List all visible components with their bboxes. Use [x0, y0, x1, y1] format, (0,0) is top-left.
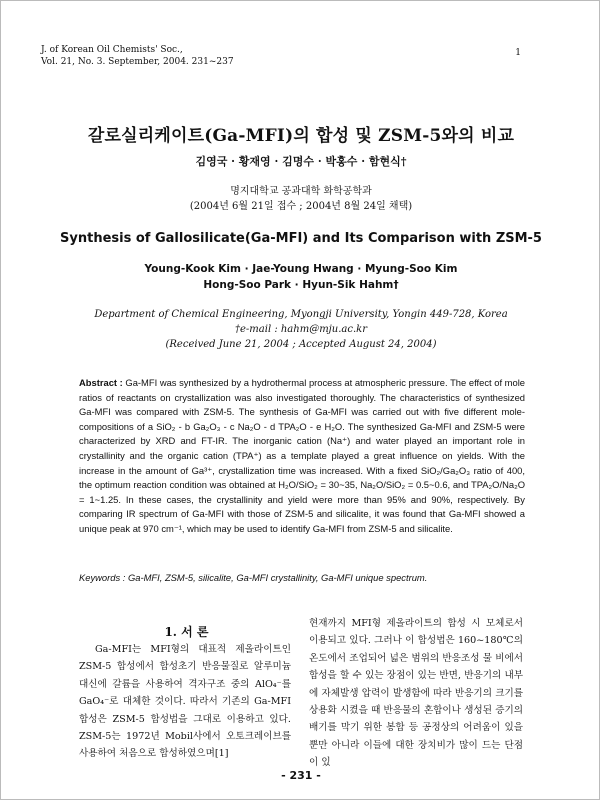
body-column-left	[79, 641, 291, 763]
korean-affiliation-block	[1, 184, 600, 214]
english-title: Synthesis of Gallosilicate(Ga-MFI) and Its Comparison with ZSM-5	[60, 231, 542, 246]
keywords: Keywords : Ga-MFI, ZSM-5, silicalite, Ga-MFI crystallinity, Ga-MFI unique spectrum.	[79, 572, 428, 583]
english-affiliation-block	[1, 307, 600, 352]
journal-name: J. of Korean Oil Chemists' Soc.,	[41, 45, 183, 55]
body-column-right	[309, 615, 523, 772]
korean-title: 갈로실리케이트(Ga-MFI)의 합성 및 ZSM-5와의 비교	[87, 126, 515, 146]
author-email: †e-mail : hahm@mju.ac.kr	[235, 324, 367, 335]
english-authors-line1: Young-Kook Kim · Jae-Young Hwang · Myung-Soo Kim	[144, 263, 458, 275]
korean-dates: (2004년 6월 21일 접수 ; 2004년 8월 24일 채택)	[189, 201, 413, 212]
section-heading: 1. 서 론	[164, 625, 209, 639]
english-authors	[1, 261, 600, 293]
korean-affiliation: 명지대학교 공과대학 화학공학과	[230, 186, 372, 197]
body-paragraph-right: 현재까지 MFI형 제올라이트의 합성 시 모체로서 이용되고 있다. 그러나 이 합성법은 160~180℃의 온도에서 조업되어 넓은 범위의 반응조성 물 비에서 합성을 할 수 있는 장점이 있는 반면, 반응기의 내부에 자체발생 압력이 발생함에 따라 반응기의 크기를 상용화 시켰을 때 반응물의 혼합이나 생성된 증기의 배기를 막기 위한 봉합 등 공정상의 어려움이 있을 뿐만 아니라 이들에 대한 장치비가 많이 드는 단점이 있	[309, 618, 523, 769]
korean-authors: 김영국 · 황재영 · 김명수 · 박홍수 · 함현식†	[195, 155, 407, 168]
journal-citation	[41, 44, 234, 68]
body-paragraph-left: Ga-MFI는 MFI형의 대표적 제올라이트인 ZSM-5 합성에서 합성초기 반응물질로 알루미늄 대신에 갈륨을 사용하여 격자구조 중의 AlO₄⁻를 GaO₄⁻로 대체한 것이다. 따라서 기존의 Ga-MFI 합성은 ZSM-5 합성법을 그대로 이용하고 있다. ZSM-5는 1972년 Mobil사에서 오토크레이브를 사용하여 처음으로 합성하였으며[1]	[79, 644, 291, 760]
english-authors-line2: Hong-Soo Park · Hyun-Sik Hahm†	[203, 279, 399, 291]
english-affiliation: Department of Chemical Engineering, Myongji University, Yongin 449-728, Korea	[94, 309, 508, 320]
english-dates: (Received June 21, 2004 ; Accepted August 24, 2004)	[165, 339, 437, 350]
journal-volume: Vol. 21, No. 3. September, 2004. 231~237	[41, 57, 234, 67]
abstract	[79, 376, 525, 537]
abstract-label: Abstract :	[79, 377, 123, 388]
abstract-text: Ga-MFI was synthesized by a hydrothermal process at atmospheric pressure. The effect of mole ratios of reactants on crystallization was also investigated thoroughly. The characteristics of synthesized Ga-MFI was compared with ZSM-5. The synthesis of Ga-MFI was carried out with five different mole-compositions of a SiO₂ - b Ga₂O₃ - c Na₂O - d TPA₂O - e H₂O. The synthesized Ga-MFI and ZSM-5 were characterized by XRD and FT-IR. The inorganic cation (Na⁺) and water played an important role in crystallinity and the organic cation (TPA⁺) as a template played a great influence on yields. With the increase in the amount of Ga³⁺, crystallization time was increased. With a fixed SiO₂/Ga₂O₃ ratio of 400, the optimum reaction condition was obtained at H₂O/SiO₂ = 30~35, Na₂O/SiO₂ = 0.5~0.6, and TPA₂O/Na₂O = 1~1.25. In these cases, the crystallinity and yield were more than 95% and 90%, respectively. By comparing IR spectrum of Ga-MFI with those of ZSM-5 and silicalite, it was found that Ga-MFI showed a unique peak at 970 cm⁻¹, which may be used to identify Ga-MFI from ZSM-5 and silicalite.	[79, 377, 525, 534]
page-footer-number: - 231 -	[281, 769, 321, 782]
page-number-top: 1	[515, 48, 521, 58]
